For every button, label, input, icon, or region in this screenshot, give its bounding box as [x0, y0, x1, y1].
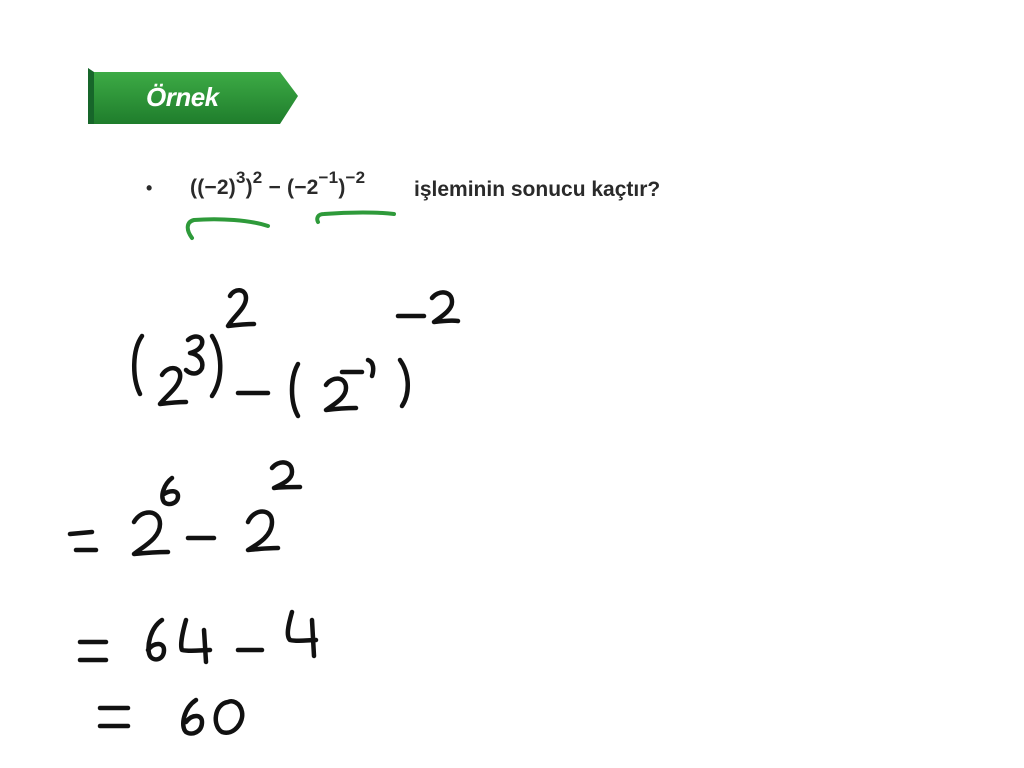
expr-a-exp1: 3	[235, 168, 246, 187]
underline-a	[188, 219, 268, 238]
handwritten-line-4	[100, 700, 242, 734]
expr-b-exp1: −1	[318, 168, 339, 187]
expr-b-open: (−2	[287, 176, 319, 199]
question-text: işleminin sonucu kaçtır?	[414, 178, 661, 201]
expr-minus: −	[262, 176, 287, 199]
handwritten-line-3	[80, 612, 316, 662]
expr-b-exp2: −2	[345, 168, 366, 187]
expr-a-open: ((−2)	[190, 176, 236, 199]
handwritten-line-2	[70, 462, 300, 554]
expr-b-close: )	[338, 176, 346, 199]
handwritten-line-1	[134, 290, 458, 416]
expr-a-exp2: 2	[252, 168, 263, 187]
bullet: •	[146, 178, 153, 198]
ornek-banner	[86, 68, 298, 124]
question-expression	[190, 168, 366, 200]
green-underlines	[188, 213, 394, 239]
expr-a-close: )	[245, 176, 253, 199]
underline-b	[317, 213, 394, 223]
banner-title: Örnek	[146, 82, 219, 112]
